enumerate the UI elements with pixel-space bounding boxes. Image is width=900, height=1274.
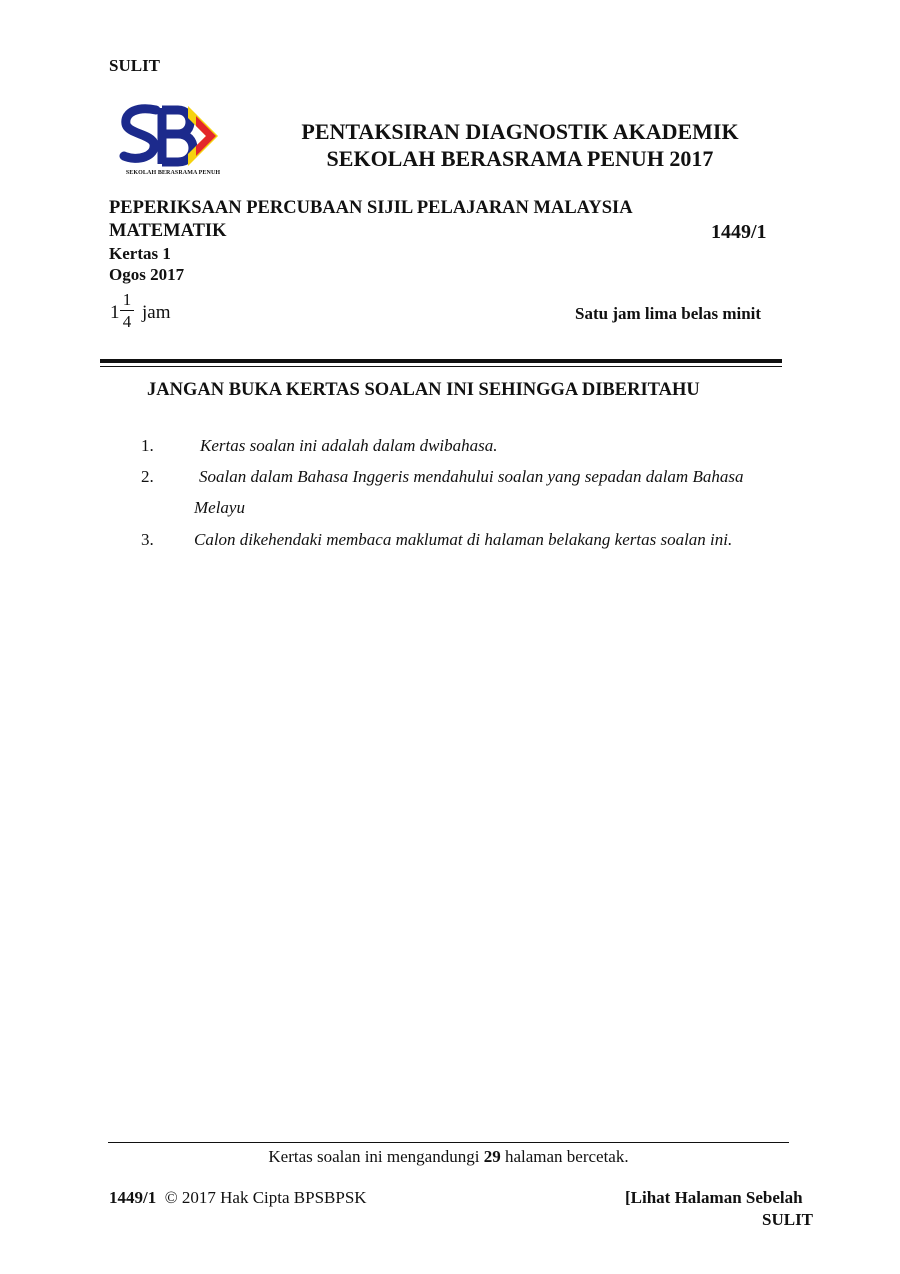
instruction-text: Kertas soalan ini adalah dalam dwibahasa. xyxy=(200,436,498,455)
duration-unit: jam xyxy=(142,302,171,323)
exam-date: Ogos 2017 xyxy=(109,265,185,284)
page-count-suffix: halaman bercetak. xyxy=(500,1147,629,1166)
footer-rule xyxy=(108,1142,789,1143)
title-line-1: PENTAKSIRAN DIAGNOSTIK AKADEMIK xyxy=(301,119,739,144)
duration-fraction xyxy=(120,290,134,331)
logo-caption: SEKOLAH BERASRAMA PENUH xyxy=(125,170,221,176)
duration-denominator: 4 xyxy=(122,312,132,331)
instruction-number: 1. xyxy=(141,436,154,455)
duration-whole: 1 xyxy=(110,302,120,323)
paper-code: 1449/1 xyxy=(711,221,767,243)
copyright-text: © 2017 Hak Cipta BPSBPSK xyxy=(164,1188,367,1207)
paper-number: Kertas 1 xyxy=(109,244,171,263)
instruction-text: Soalan dalam Bahasa Inggeris mendahului soalan yang sepadan dalam Bahasa xyxy=(199,467,744,486)
fraction-bar xyxy=(120,310,134,311)
title-line-2: SEKOLAH BERASRAMA PENUH 2017 xyxy=(326,146,714,171)
warning-notice: JANGAN BUKA KERTAS SOALAN INI SEHINGGA DIBERITAHU xyxy=(147,380,700,400)
duration-numerator: 1 xyxy=(122,290,132,309)
classification-bottom: SULIT xyxy=(762,1210,814,1229)
footer-copyright xyxy=(109,1188,367,1208)
see-next-page: [Lihat Halaman Sebelah xyxy=(625,1188,803,1207)
divider-thick xyxy=(100,359,782,363)
instruction-number: 3. xyxy=(141,530,154,549)
page-count-note xyxy=(108,1147,789,1167)
footer-code: 1449/1 xyxy=(109,1188,157,1207)
page-count-prefix: Kertas soalan ini mengandungi xyxy=(268,1147,484,1166)
duration-words: Satu jam lima belas minit xyxy=(575,304,762,323)
instruction-text-continued: Melayu xyxy=(194,498,245,517)
instruction-text: Calon dikehendaki membaca maklumat di halaman belakang kertas soalan ini. xyxy=(194,530,733,549)
page-count: 29 xyxy=(483,1147,501,1166)
exam-name: PEPERIKSAAN PERCUBAAN SIJIL PELAJARAN MALAYSIA xyxy=(109,198,633,218)
subject: MATEMATIK xyxy=(109,221,227,241)
divider-thin xyxy=(100,366,782,367)
classification-top: SULIT xyxy=(109,56,161,75)
instruction-number: 2. xyxy=(141,467,154,486)
